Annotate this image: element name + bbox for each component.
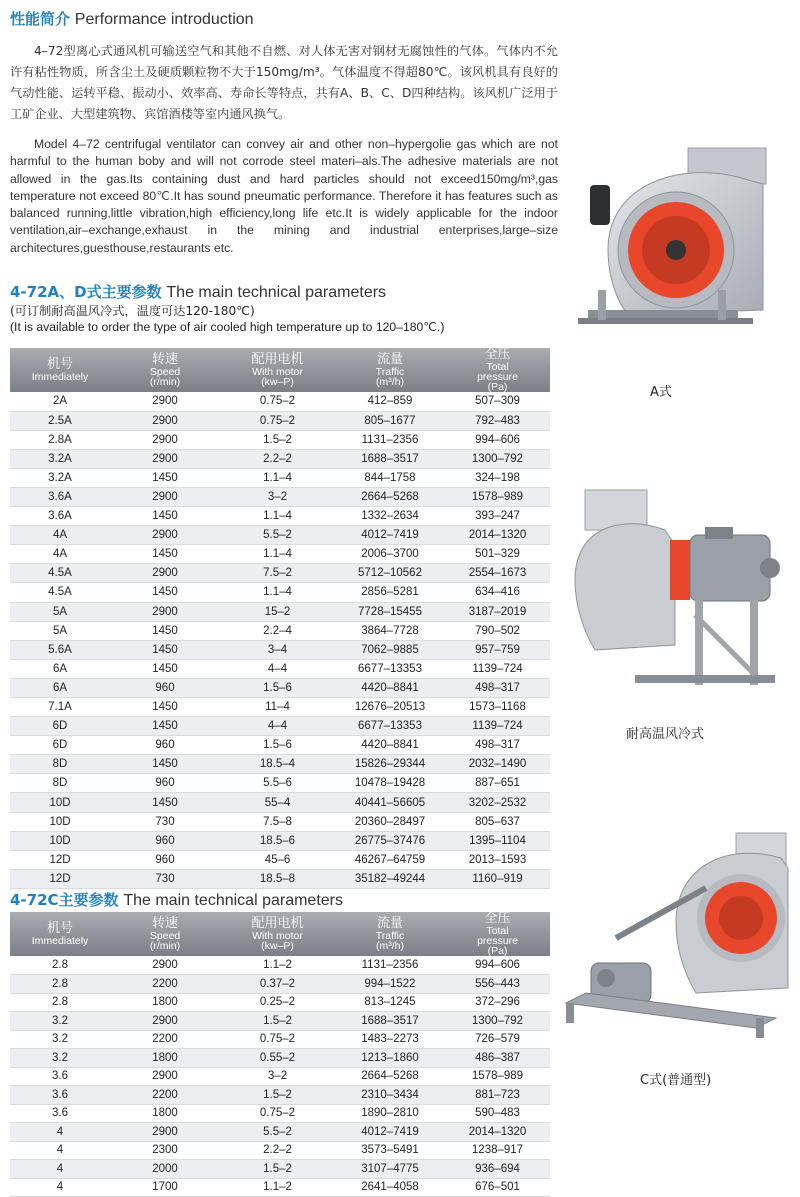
pressure-cell: 936–694 [445,1160,550,1179]
header-en: With motor [252,930,303,942]
motor-cell: 5.5–2 [220,1123,335,1142]
col-header-speed [110,912,220,956]
speed-cell: 2900 [110,411,220,430]
pressure-cell: 1300–792 [445,1012,550,1031]
motor-cell: 4–4 [220,659,335,678]
traffic-cell: 1332–2634 [335,507,445,526]
header-cn: 配用电机 [251,916,304,931]
motor-cell: 0.75–2 [220,411,335,430]
table-row [10,956,550,975]
header-unit: pressure [477,935,518,947]
speed-cell: 2900 [110,392,220,411]
header-cn: 流量 [376,352,403,367]
pressure-cell: 1238–917 [445,1141,550,1160]
table-row [10,1030,550,1049]
motor-cell: 2.2–2 [220,1141,335,1160]
speed-cell: 2900 [110,526,220,545]
model-cell: 6D [10,717,110,736]
speed-cell: 730 [110,812,220,831]
header-en: Traffic [375,366,405,378]
header-en: With motor [252,366,303,378]
traffic-cell: 805–1677 [335,411,445,430]
col-header-pressure [445,348,550,392]
col-header-motor [220,912,335,956]
table-row [10,869,550,888]
motor-cell: 2.2–2 [220,449,335,468]
table-row [10,1141,550,1160]
pressure-cell: 590–483 [445,1104,550,1123]
traffic-cell: 844–1758 [335,468,445,487]
pressure-cell: 887–651 [445,774,550,793]
speed-cell: 2200 [110,1030,220,1049]
table-row [10,831,550,850]
speed-cell: 1450 [110,755,220,774]
model-cell: 8D [10,755,110,774]
table-row [10,640,550,659]
speed-cell: 2200 [110,1086,220,1105]
traffic-cell: 1131–2356 [335,430,445,449]
traffic-cell: 813–1245 [335,993,445,1012]
model-cell: 8D [10,774,110,793]
pressure-cell: 2032–1490 [445,755,550,774]
speed-cell: 1450 [110,659,220,678]
pressure-cell: 2013–1593 [445,850,550,869]
model-cell: 3.2A [10,449,110,468]
pressure-cell: 957–759 [445,640,550,659]
motor-cell: 0.55–2 [220,1049,335,1068]
header-en: Immediately [31,371,89,383]
speed-cell: 1450 [110,698,220,717]
speed-cell: 960 [110,736,220,755]
pressure-cell: 1139–724 [445,717,550,736]
pressure-cell: 498–317 [445,678,550,697]
table-row [10,430,550,449]
table-row [10,526,550,545]
model-cell: 4 [10,1141,110,1160]
pressure-cell: 792–483 [445,411,550,430]
model-cell: 2.8 [10,975,110,994]
header-unit: (r/min) [149,376,181,388]
traffic-cell: 46267–64759 [335,850,445,869]
motor-cell: 1.5–2 [220,1160,335,1179]
pressure-cell: 393–247 [445,507,550,526]
header-cn: 机号 [46,921,73,936]
motor-cell: 0.25–2 [220,993,335,1012]
model-cell: 2.8A [10,430,110,449]
table-row [10,564,550,583]
traffic-cell: 994–1522 [335,975,445,994]
pressure-cell: 881–723 [445,1086,550,1105]
motor-cell: 1.5–6 [220,678,335,697]
table-row [10,1012,550,1031]
model-cell: 4A [10,545,110,564]
traffic-cell: 1688–3517 [335,449,445,468]
pressure-cell: 324–198 [445,468,550,487]
caption-air-cooled: 耐高温风冷式 [626,727,705,742]
speed-cell: 730 [110,869,220,888]
motor-cell: 4–4 [220,717,335,736]
speed-cell: 2900 [110,1012,220,1031]
table-row [10,1123,550,1142]
motor-cell: 0.75–2 [220,392,335,411]
model-cell: 6A [10,659,110,678]
col-header-speed [110,348,220,392]
speed-cell: 2000 [110,1160,220,1179]
model-cell: 3.6 [10,1104,110,1123]
table-row [10,659,550,678]
speed-cell: 1450 [110,640,220,659]
traffic-cell: 10478–19428 [335,774,445,793]
motor-cell: 45–6 [220,850,335,869]
header-unit: (Pa) [487,381,508,393]
table-row [10,717,550,736]
pressure-cell: 994–606 [445,430,550,449]
ad-note-en: (It is available to order the type of air cooled high temperature up to 120–180℃.) [10,320,445,334]
header-en: Speed [149,366,181,378]
model-cell: 6D [10,736,110,755]
traffic-cell: 1483–2273 [335,1030,445,1049]
table-row [10,812,550,831]
table-row [10,774,550,793]
pressure-cell: 1300–792 [445,449,550,468]
header-unit: (kw–P) [261,376,294,388]
ad-note-cn: (可订制耐高温风冷式，温度可达120-180℃) [10,304,255,318]
motor-cell: 1.5–2 [220,1012,335,1031]
speed-cell: 2900 [110,956,220,975]
ad-params-table [10,348,550,889]
model-cell: 4.5A [10,564,110,583]
model-cell: 10D [10,793,110,812]
speed-cell: 2200 [110,975,220,994]
traffic-cell: 2856–5281 [335,583,445,602]
table-row [10,602,550,621]
c-section-title [10,889,343,910]
pressure-cell: 372–296 [445,993,550,1012]
header-cn: 全压 [484,347,511,362]
caption-a-type: A式 [650,385,672,400]
pressure-cell: 634–416 [445,583,550,602]
col-header-model [10,348,110,392]
speed-cell: 2900 [110,430,220,449]
col-header-pressure [445,912,550,956]
traffic-cell: 20360–28497 [335,812,445,831]
table-row [10,1178,550,1197]
model-cell: 3.2 [10,1012,110,1031]
table-row [10,545,550,564]
table-row [10,850,550,869]
speed-cell: 960 [110,678,220,697]
pressure-cell: 507–309 [445,392,550,411]
intro-paragraph-cn: 4–72型离心式通风机可输送空气和其他不自燃、对人体无害对钢材无腐蚀性的气体。气体内不允许有粘性物质，所含尘土及硬质颗粒物不大于150mg/m³。气体温度不得超80℃。该风机具有良好的气动性能、运转平稳、振动小、效率高、寿命长等特点，共有A、B、C、D四种结构。该风机广泛用于工矿企业、大型建筑物、宾馆酒楼等室内通风换气。 [10,44,558,121]
traffic-cell: 6677–13353 [335,717,445,736]
fan-a-type-image [568,140,783,355]
header-en: Total [486,925,509,937]
header-cn: 配用电机 [251,352,304,367]
speed-cell: 960 [110,774,220,793]
traffic-cell: 4012–7419 [335,526,445,545]
motor-cell: 1.5–6 [220,736,335,755]
speed-cell: 1450 [110,468,220,487]
model-cell: 4 [10,1178,110,1197]
traffic-cell: 1213–1860 [335,1049,445,1068]
table-row [10,993,550,1012]
pressure-cell: 3202–2532 [445,793,550,812]
pressure-cell: 498–317 [445,736,550,755]
table-row [10,1086,550,1105]
model-cell: 3.6A [10,507,110,526]
motor-cell: 3–4 [220,640,335,659]
col-header-traffic [335,912,445,956]
c-title-cn: 4-72C主要参数 [10,891,119,909]
traffic-cell: 26775–37476 [335,831,445,850]
c-title-en: The main technical parameters [123,892,343,909]
table-row [10,621,550,640]
motor-cell: 18.5–8 [220,869,335,888]
ad-section-title [10,281,386,302]
c-params-table [10,912,550,1197]
traffic-cell: 2664–5268 [335,1067,445,1086]
pressure-cell: 1578–989 [445,487,550,506]
model-cell: 2.8 [10,956,110,975]
speed-cell: 1450 [110,583,220,602]
motor-cell: 15–2 [220,602,335,621]
table-row [10,583,550,602]
pressure-cell: 1573–1168 [445,698,550,717]
model-cell: 7.1A [10,698,110,717]
motor-cell: 3–2 [220,487,335,506]
pressure-cell: 726–579 [445,1030,550,1049]
table-row [10,1160,550,1179]
traffic-cell: 12676–20513 [335,698,445,717]
traffic-cell: 4420–8841 [335,736,445,755]
table-row [10,468,550,487]
traffic-cell: 1890–2810 [335,1104,445,1123]
table-row [10,736,550,755]
motor-cell: 18.5–6 [220,831,335,850]
speed-cell: 2900 [110,449,220,468]
motor-cell: 2.2–4 [220,621,335,640]
traffic-cell: 1688–3517 [335,1012,445,1031]
table-row [10,392,550,411]
intro-paragraph-en: Model 4–72 centrifugal ventilator can convey air and other non–hypergolie gas which are not harmful to the human boby and will not corrode steel materi–als.The adhesive materials are not allowed in the gas.Its containing dust and hard particles should not exceed150mg/m³,gas temperature not exceed 80℃.It has sound pneumatic performance. Therefore it has features such as balanced running,little vibration,high efficiency,long life etc.It is widely applicable for the indoor ventilation,air–exchange,exhaust in the mining and industrial enterprises,large–size architectures,guesthouse,restaurants etc. [10,137,558,255]
pressure-cell: 1160–919 [445,869,550,888]
motor-cell: 5.5–6 [220,774,335,793]
header-unit: (Pa) [487,945,508,957]
header-unit: (r/min) [149,940,181,952]
c-table-header [10,912,550,956]
speed-cell: 2300 [110,1141,220,1160]
pressure-cell: 2014–1320 [445,1123,550,1142]
header-cn: 转速 [151,352,178,367]
speed-cell: 1800 [110,993,220,1012]
model-cell: 3.2 [10,1030,110,1049]
motor-cell: 7.5–8 [220,812,335,831]
traffic-cell: 3864–7728 [335,621,445,640]
pressure-cell: 2014–1320 [445,526,550,545]
ad-title-en: The main technical parameters [166,284,387,301]
traffic-cell: 1131–2356 [335,956,445,975]
pressure-cell: 1578–989 [445,1067,550,1086]
motor-cell: 5.5–2 [220,526,335,545]
pressure-cell: 790–502 [445,621,550,640]
traffic-cell: 4420–8841 [335,678,445,697]
header-en: Immediately [31,935,89,947]
motor-cell: 18.5–4 [220,755,335,774]
table-row [10,678,550,697]
pressure-cell: 994–606 [445,956,550,975]
col-header-model [10,912,110,956]
header-unit: (m³/h) [376,940,404,952]
caption-c-type: C式(普通型) [640,1073,712,1088]
traffic-cell: 2641–4058 [335,1178,445,1197]
speed-cell: 1450 [110,717,220,736]
traffic-cell: 6677–13353 [335,659,445,678]
motor-cell: 0.75–2 [220,1104,335,1123]
model-cell: 12D [10,850,110,869]
motor-cell: 0.37–2 [220,975,335,994]
model-cell: 10D [10,812,110,831]
table-row [10,1067,550,1086]
model-cell: 2.5A [10,411,110,430]
traffic-cell: 2310–3434 [335,1086,445,1105]
speed-cell: 960 [110,831,220,850]
header-cn: 全压 [484,911,511,926]
header-cn: 转速 [151,916,178,931]
model-cell: 5.6A [10,640,110,659]
traffic-cell: 40441–56605 [335,793,445,812]
pressure-cell: 1139–724 [445,659,550,678]
speed-cell: 1800 [110,1104,220,1123]
header-unit: pressure [477,371,518,383]
speed-cell: 2900 [110,487,220,506]
speed-cell: 2900 [110,1067,220,1086]
model-cell: 6A [10,678,110,697]
traffic-cell: 35182–49244 [335,869,445,888]
model-cell: 2A [10,392,110,411]
model-cell: 3.6 [10,1086,110,1105]
header-en: Traffic [375,930,405,942]
traffic-cell: 3573–5491 [335,1141,445,1160]
traffic-cell: 2006–3700 [335,545,445,564]
header-cn: 机号 [46,357,73,372]
col-header-motor [220,348,335,392]
motor-cell: 1.1–2 [220,956,335,975]
model-cell: 4 [10,1160,110,1179]
header-en: Total [486,361,509,373]
intro-title-cn: 性能简介 [10,10,71,28]
model-cell: 5A [10,602,110,621]
motor-cell: 1.1–4 [220,507,335,526]
pressure-cell: 676–501 [445,1178,550,1197]
pressure-cell: 805–637 [445,812,550,831]
traffic-cell: 5712–10562 [335,564,445,583]
model-cell: 4.5A [10,583,110,602]
motor-cell: 3–2 [220,1067,335,1086]
header-en: Speed [149,930,181,942]
speed-cell: 2900 [110,602,220,621]
motor-cell: 11–4 [220,698,335,717]
motor-cell: 55–4 [220,793,335,812]
motor-cell: 7.5–2 [220,564,335,583]
speed-cell: 2900 [110,564,220,583]
model-cell: 5A [10,621,110,640]
table-row [10,507,550,526]
col-header-traffic [335,348,445,392]
traffic-cell: 7728–15455 [335,602,445,621]
speed-cell: 1450 [110,545,220,564]
table-row [10,487,550,506]
model-cell: 3.6A [10,487,110,506]
motor-cell: 1.1–4 [220,583,335,602]
c-table-body [10,956,550,1197]
motor-cell: 0.75–2 [220,1030,335,1049]
model-cell: 4A [10,526,110,545]
intro-title [10,8,254,29]
table-row [10,698,550,717]
motor-cell: 1.1–4 [220,545,335,564]
fan-air-cooled-image [565,485,785,700]
table-row [10,449,550,468]
speed-cell: 1450 [110,507,220,526]
model-cell: 3.6 [10,1067,110,1086]
table-row [10,1104,550,1123]
ad-table-header [10,348,550,392]
pressure-cell: 3187–2019 [445,602,550,621]
table-row [10,1049,550,1068]
motor-cell: 1.1–2 [220,1178,335,1197]
table-row [10,793,550,812]
speed-cell: 2900 [110,1123,220,1142]
ad-table-body [10,392,550,888]
table-row [10,411,550,430]
pressure-cell: 2554–1673 [445,564,550,583]
speed-cell: 1450 [110,793,220,812]
pressure-cell: 1395–1104 [445,831,550,850]
table-row [10,755,550,774]
model-cell: 10D [10,831,110,850]
intro-title-en: Performance introduction [74,11,254,28]
pressure-cell: 501–329 [445,545,550,564]
traffic-cell: 7062–9885 [335,640,445,659]
pressure-cell: 556–443 [445,975,550,994]
header-unit: (m³/h) [376,376,404,388]
pressure-cell: 486–387 [445,1049,550,1068]
fan-c-type-image [556,828,794,1053]
speed-cell: 1800 [110,1049,220,1068]
model-cell: 2.8 [10,993,110,1012]
header-cn: 流量 [376,916,403,931]
model-cell: 3.2A [10,468,110,487]
ad-title-cn: 4-72A、D式主要参数 [10,283,162,301]
speed-cell: 1700 [110,1178,220,1197]
motor-cell: 1.5–2 [220,1086,335,1105]
speed-cell: 960 [110,850,220,869]
table-row [10,975,550,994]
traffic-cell: 3107–4775 [335,1160,445,1179]
traffic-cell: 15826–29344 [335,755,445,774]
speed-cell: 1450 [110,621,220,640]
model-cell: 4 [10,1123,110,1142]
traffic-cell: 412–859 [335,392,445,411]
header-unit: (kw–P) [261,940,294,952]
model-cell: 12D [10,869,110,888]
motor-cell: 1.1–4 [220,468,335,487]
traffic-cell: 2664–5268 [335,487,445,506]
traffic-cell: 4012–7419 [335,1123,445,1142]
model-cell: 3.2 [10,1049,110,1068]
motor-cell: 1.5–2 [220,430,335,449]
